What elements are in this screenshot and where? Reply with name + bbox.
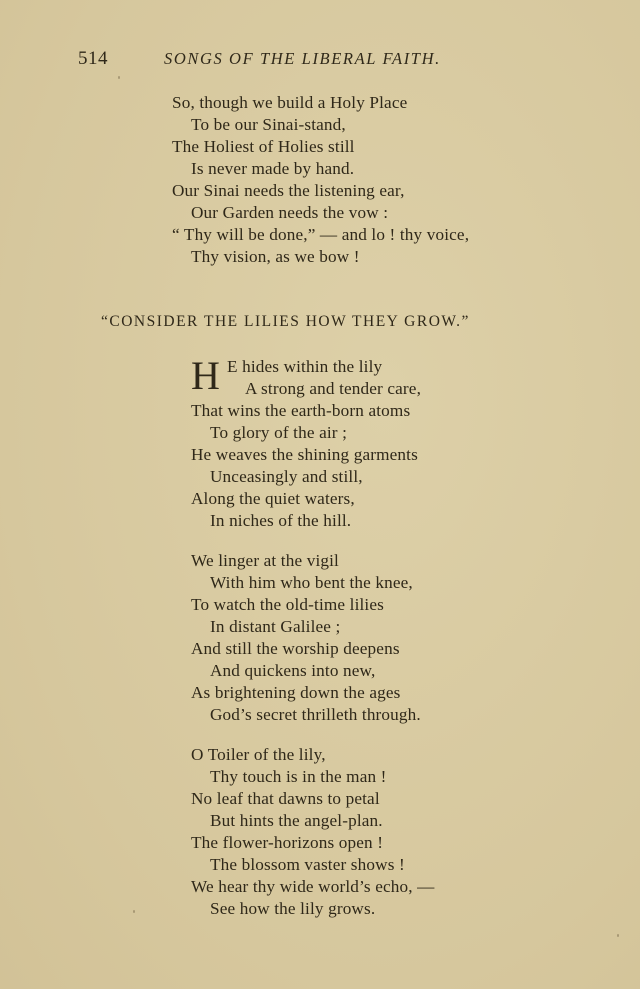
verse-line: To be our Sinai-stand, — [191, 115, 346, 134]
verse-line: The Holiest of Holies still — [172, 137, 355, 156]
verse-line: Unceasingly and still, — [210, 467, 363, 486]
verse-line: In distant Galilee ; — [210, 617, 341, 636]
verse-line: In niches of the hill. — [210, 511, 352, 530]
verse-line: And still the worship deepens — [191, 639, 400, 658]
verse-line: As brightening down the ages — [191, 683, 401, 702]
paper-speck — [617, 934, 619, 937]
verse-line: Is never made by hand. — [191, 159, 355, 178]
verse-line: Our Garden needs the vow : — [191, 203, 389, 222]
verse-line: Thy touch is in the man ! — [210, 767, 387, 786]
drop-cap: H — [191, 353, 221, 398]
verse-line: God’s secret thrilleth through. — [210, 705, 421, 724]
verse-line-text: E hides within the lily — [227, 357, 383, 376]
verse-line: Thy vision, as we bow ! — [191, 247, 360, 266]
verse-line: The flower-horizons open ! — [191, 833, 384, 852]
poem-title: “CONSIDER THE LILIES HOW THEY GROW.” — [101, 313, 470, 330]
verse-line: But hints the angel-plan. — [210, 811, 383, 830]
verse-line: See how the lily grows. — [210, 899, 376, 918]
verse-line: A strong and tender care, — [245, 379, 422, 398]
verse-line: With him who bent the knee, — [210, 573, 413, 592]
poem-stanza-1 — [191, 353, 422, 532]
verse-line: And quickens into new, — [210, 661, 376, 680]
paper-speck — [133, 910, 135, 913]
verse-line: To glory of the air ; — [210, 423, 348, 442]
running-head — [78, 48, 640, 72]
verse-line: Along the quiet waters, — [191, 489, 355, 508]
poem-stanza-3 — [191, 744, 435, 920]
verse-line: We hear thy wide world’s echo, — — [191, 877, 435, 896]
verse-line: We linger at the vigil — [191, 551, 339, 570]
verse-line: O Toiler of the lily, — [191, 745, 326, 764]
paper-speck — [118, 76, 120, 79]
verse-line: Our Sinai needs the listening ear, — [172, 181, 405, 200]
verse-line: That wins the earth-born atoms — [191, 401, 411, 420]
verse-line: So, though we build a Holy Place — [172, 93, 408, 112]
preceding-poem-stanza — [172, 92, 469, 268]
verse-line: He weaves the shining garments — [191, 445, 418, 464]
verse-line: To watch the old-time lilies — [191, 595, 384, 614]
verse-line: “ Thy will be done,” — and lo ! thy voice, — [172, 225, 470, 244]
verse-line: The blossom vaster shows ! — [210, 855, 405, 874]
verse-line: No leaf that dawns to petal — [191, 789, 380, 808]
running-title: SONGS OF THE LIBERAL FAITH. — [164, 49, 441, 68]
page-number: 514 — [78, 48, 108, 69]
poem-stanza-2 — [191, 550, 421, 726]
